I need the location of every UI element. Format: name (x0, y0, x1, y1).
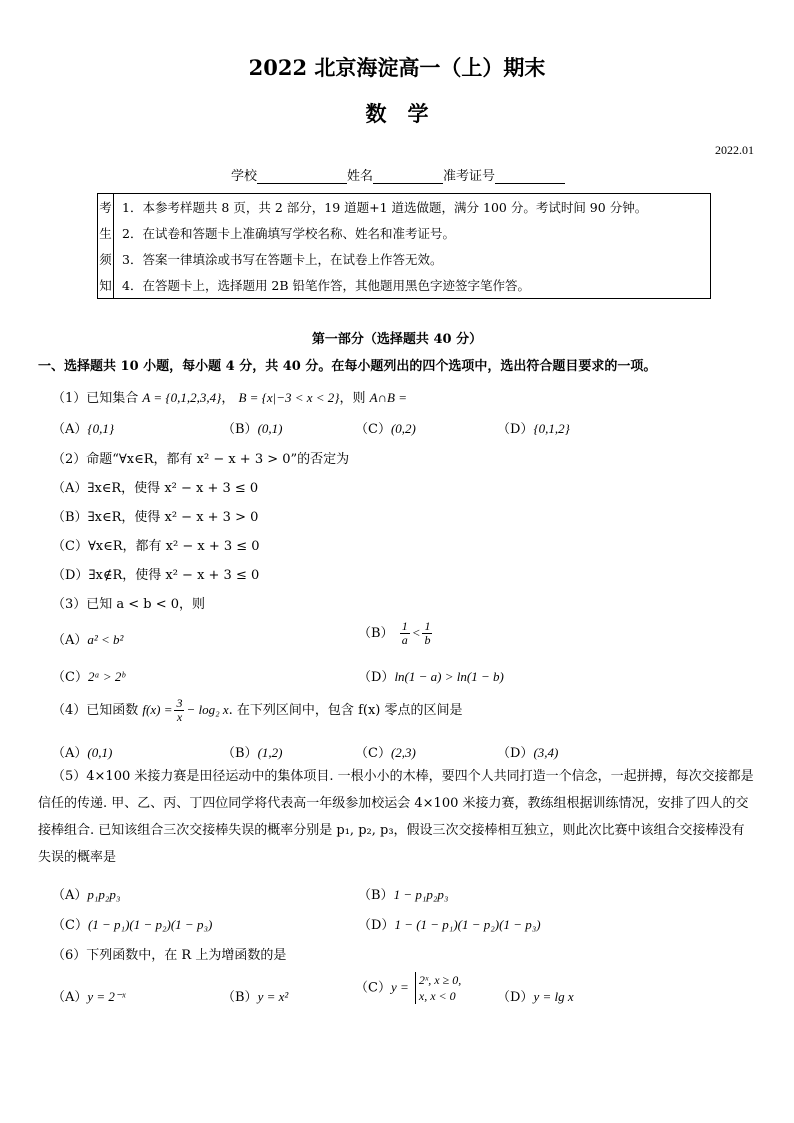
q4-option-b[interactable]: （B）(1,2) (222, 745, 283, 761)
exam-title: 2022 北京海淀高一（上）期末 (248, 55, 546, 80)
exam-id-label: 准考证号 (443, 169, 496, 184)
notice-side-char: 生 (98, 220, 114, 246)
question-5-stem: （5）4×100 米接力赛是田径运动中的集体项目. 一根小小的木棒，要四个人共同打造一个信念，一起拼搏，每次交接都是信任的传递. 甲、乙、丙、丁四位同学将代表高一年级参加校运会 4×100 米接力赛，教练组根据训练情况，安排了四人的交接棒组合. 已知该组合三次交接棒失误的概率分别是 p₁, p₂, p₃，假设三次交接棒相互独立，则此次比赛中该组合交接棒没有失误的概率是 (38, 769, 754, 865)
q6-option-a[interactable]: （A）y = 2⁻ˣ (52, 989, 126, 1005)
school-label: 学校 (231, 169, 258, 184)
q3-option-a[interactable]: （A）a² < b² (52, 632, 124, 648)
q6-option-b[interactable]: （B）y = x² (222, 989, 289, 1005)
question-3-stem: （3）已知 a < b < 0，则 (52, 597, 206, 612)
q3-option-b[interactable]: （B） $\frac{1}{a}$ < $\frac{1}{b}$ (358, 619, 431, 647)
notice-side-char: 知 (98, 272, 114, 299)
piecewise-brace: 2ˣ, x ≥ 0, x, x < 0 (415, 972, 461, 1004)
notice-item: 3．答案一律填涂或书写在答题卡上，在试卷上作答无效。 (114, 246, 711, 272)
notice-side-char: 须 (98, 246, 114, 272)
part-one-title: 第一部分（选择题共 40 分） (311, 332, 483, 347)
q1-option-b[interactable]: （B）(0,1) (222, 421, 283, 437)
notice-table (97, 193, 711, 299)
section-one-title: 一、选择题共 10 小题，每小题 4 分，共 40 分。在每小题列出的四个选项中，选出符合题目要求的一项。 (38, 359, 657, 374)
name-label: 姓名 (347, 169, 374, 184)
q3-option-c[interactable]: （C）2ᵃ > 2ᵇ (52, 669, 125, 685)
q2-option-c[interactable]: （C）∀x∈R，都有 x² − x + 3 ≤ 0 (52, 539, 260, 554)
q5-option-b[interactable]: （B）1 − p₁p₂p₃ (358, 887, 449, 903)
notice-item: 4．在答题卡上，选择题用 2B 铅笔作答，其他题用黑色字迹签字笔作答。 (114, 272, 711, 299)
q2-option-d[interactable]: （D）∃x∉R，使得 x² − x + 3 ≤ 0 (52, 568, 260, 583)
name-blank (373, 169, 443, 184)
question-4-stem: （4）已知函数 f(x) = $\frac{3}{x}$ − log₂ x. 在下列区间中，包含 f(x) 零点的区间是 (52, 696, 463, 724)
q1-option-c[interactable]: （C）(0,2) (355, 421, 416, 437)
notice-side-char: 考 (98, 194, 114, 221)
q1-option-d[interactable]: （D）{0,1,2} (497, 421, 570, 437)
exam-id-blank (495, 169, 565, 184)
notice-item: 1．本参考样题共 8 页，共 2 部分，19 道题+1 道选做题，满分 100 分。考试时间 90 分钟。 (114, 194, 711, 221)
fraction: $\frac{3}{x}$ (176, 696, 183, 724)
q6-option-d[interactable]: （D）y = lg x (497, 989, 574, 1005)
notice-item: 2．在试卷和答题卡上准确填写学校名称、姓名和准考证号。 (114, 220, 711, 246)
fraction: $\frac{1}{a}$ (401, 619, 408, 647)
q4-option-d[interactable]: （D）(3,4) (497, 745, 559, 761)
exam-date: 2022.01 (715, 143, 754, 157)
q3-option-d[interactable]: （D）ln(1 − a) > ln(1 − b) (358, 669, 504, 685)
school-blank (257, 169, 347, 184)
q5-option-c[interactable]: （C）(1 − p₁)(1 − p₂)(1 − p₃) (52, 917, 213, 933)
exam-subject: 数 学 (365, 101, 429, 126)
q2-option-b[interactable]: （B）∃x∈R，使得 x² − x + 3 > 0 (52, 510, 259, 525)
student-info-fields (231, 165, 565, 184)
q6-option-c[interactable]: （C）y = 2ˣ, x ≥ 0, x, x < 0 (355, 973, 462, 1003)
q4-option-a[interactable]: （A）(0,1) (52, 745, 113, 761)
q1-option-a[interactable]: （A）{0,1} (52, 421, 115, 437)
question-6-stem: （6）下列函数中，在 R 上为增函数的是 (52, 948, 287, 963)
question-1-stem: （1）已知集合 A = {0,1,2,3,4}， B = {x|−3 < x < 2}，则 A∩B = (52, 390, 407, 406)
q5-option-d[interactable]: （D）1 − (1 − p₁)(1 − p₂)(1 − p₃) (358, 917, 541, 933)
q2-option-a[interactable]: （A）∃x∈R，使得 x² − x + 3 ≤ 0 (52, 481, 259, 496)
question-2-stem: （2）命题“∀x∈R，都有 x² − x + 3 > 0”的否定为 (52, 452, 350, 467)
q5-option-a[interactable]: （A）p₁p₂p₃ (52, 887, 121, 903)
fraction: $\frac{1}{b}$ (424, 619, 431, 647)
q4-option-c[interactable]: （C）(2,3) (355, 745, 416, 761)
